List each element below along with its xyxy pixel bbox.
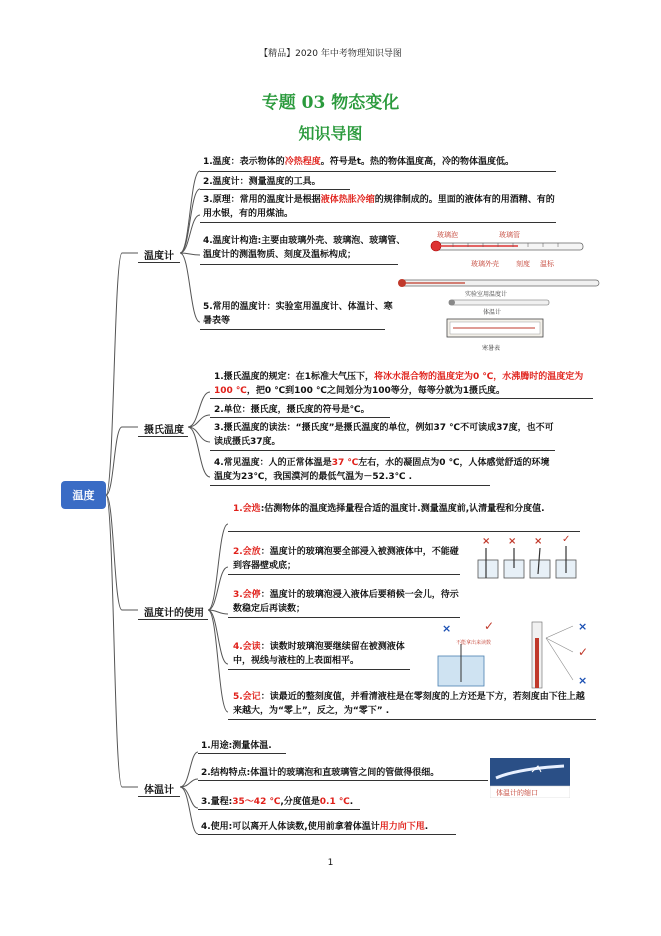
label-glass-bulb: 玻璃泡: [437, 231, 458, 239]
celsius-item-1: 1.摄氏温度的规定：在1标准大气压下，将冰水混合物的温度定为0 ℃，水沸腾时的温度定为100 ℃，把0 ℃到100 ℃之间划分为100等分，每等分就为1摄氏度。: [214, 372, 584, 396]
page-subtitle: 知识导图: [298, 124, 363, 143]
thermometer-item-1: 1.温度：表示物体的冷热程度。符号是t。热的物体温度高，冷的物体温度低。: [203, 157, 515, 167]
celsius-item-3: 3.摄氏温度的读法：“摄氏度”是摄氏温度的单位，例如37 ℃不可读成37度，也不可读成摄氏37度。: [214, 423, 554, 447]
usage-item-2: 2.会放：温度计的玻璃泡要全部浸入被测液体中，不能碰到容器壁或底；: [233, 547, 459, 571]
common-thermometers-figure: [395, 276, 605, 356]
usage-item-1: 1.会选:估测物体的温度选择量程合适的温度计.测量温度前,认清量程和分度值.: [233, 504, 545, 514]
thermometer-parts-figure: [423, 228, 593, 273]
svg-text:✓: ✓: [578, 645, 589, 659]
branch-celsius: 摄氏温度: [144, 425, 184, 436]
usage-item-4: 4.会读：读数时玻璃泡要继续留在被测液体中，视线与液柱的上表面相平。: [233, 642, 405, 666]
page-title: 专题 03 物态变化: [261, 93, 400, 113]
thermometer-item-5: 5.常用的温度计：实验室用温度计、体温计、寒暑表等: [203, 302, 393, 326]
svg-text:×: ×: [534, 536, 543, 547]
branch-thermometer-usage: 温度计的使用: [144, 608, 204, 619]
svg-text:×: ×: [578, 674, 588, 687]
label-temp-scale: 温标: [540, 260, 554, 268]
page-header: 【精品】2020 年中考物理知识导图: [259, 49, 402, 59]
thermometer-item-4: 4.温度计构造:主要由玻璃外壳、玻璃泡、玻璃管、温度计的测温物质、刻度及温标构成；: [203, 236, 406, 260]
svg-text:×: ×: [482, 536, 491, 547]
label-lab-thermometer: 实验室用温度计: [465, 291, 508, 298]
usage-item-3: 3.会停：温度计的玻璃泡浸入液体后要稍候一会儿，待示数稳定后再读数；: [233, 590, 459, 614]
clinical-item-4: 4.使用:可以离开人体读数,使用前拿着体温计用力向下甩.: [201, 822, 429, 832]
svg-text:×: ×: [578, 620, 588, 633]
label-glass-tube: 玻璃管: [499, 231, 520, 239]
label-read-note: 不能拿出来读数: [456, 640, 492, 646]
svg-text:×: ×: [442, 622, 452, 635]
label-glass-shell: 玻璃外壳: [471, 260, 499, 268]
root-node: 温度: [61, 481, 106, 509]
clinical-item-1: 1.用途:测量体温.: [201, 741, 272, 751]
page-number: 1: [327, 858, 334, 868]
label-clinical-thermometer: 体温计: [483, 309, 502, 316]
reading-method-figure: [428, 618, 598, 693]
thermometer-item-2: 2.温度计：测量温度的工具。: [203, 177, 321, 187]
usage-item-5: 5.会记：读最近的整刻度值，并看清液柱是在零刻度的上方还是下方，若刻度由下往上越来越大，为“零上”，反之，为“零下” .: [233, 692, 585, 716]
label-scale: 刻度: [516, 260, 530, 268]
beaker-placement-figure: [470, 528, 585, 583]
svg-text:×: ×: [508, 536, 517, 547]
celsius-item-2: 2.单位：摄氏度，摄氏度的符号是℃。: [214, 405, 370, 415]
label-cold-hot-meter: 寒暑表: [482, 345, 501, 352]
branch-thermometer: 温度计: [144, 251, 174, 262]
clinical-item-2: 2.结构特点:体温计的玻璃泡和直玻璃管之间的管做得很细。: [201, 768, 440, 778]
clinical-item-3: 3.量程:35～42 ℃,分度值是0.1 ℃.: [201, 797, 354, 807]
clinical-neck-figure: [490, 758, 570, 798]
celsius-item-4: 4.常见温度：人的正常体温是37 ℃左右，水的凝固点为0 ℃，人体感觉舒适的环境温度为23℃，我国漠河的最低气温为－52.3℃ .: [214, 458, 550, 482]
label-clinical-neck: 体温计的缩口: [496, 789, 538, 797]
svg-text:✓: ✓: [484, 619, 495, 633]
svg-text:✓: ✓: [562, 534, 571, 545]
branch-clinical-thermometer: 体温计: [144, 785, 174, 796]
thermometer-item-3: 3.原理：常用的温度计是根据液体热胀冷缩的规律制成的。里面的液体有的用酒精、有的用水银，有的用煤油。: [203, 195, 555, 219]
